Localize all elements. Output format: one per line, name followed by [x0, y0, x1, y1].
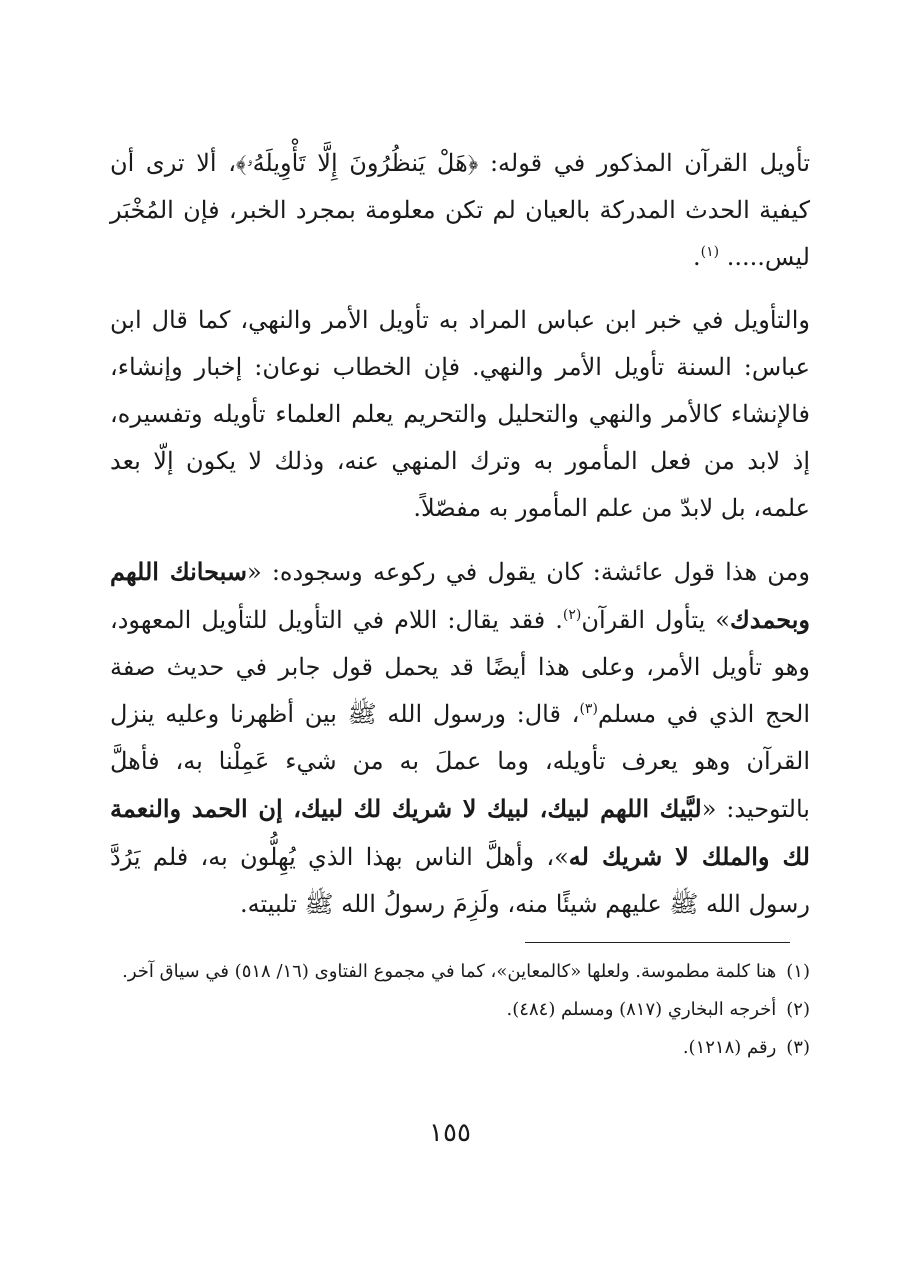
footnote-text: رقم (١٢١٨). [682, 1037, 777, 1058]
footnote-3 [110, 1031, 810, 1065]
paragraph-text: . [692, 243, 701, 271]
paragraph-text: تأويل القرآن المذكور في قوله: ﴿هَلْ يَنظُرُونَ إِلَّا تَأْوِيلَهُۥ﴾، ألا ترى أن كيفية الحدث المدركة بالعيان لم تكن معلومة بمجرد الخبر، فإن المُخْبَر ليس..... [110, 149, 810, 271]
main-text [110, 140, 810, 944]
paragraph-text: » يتأول القرآن [581, 606, 730, 634]
footnote-number: (٣) [786, 1037, 810, 1058]
footnote-2 [110, 993, 810, 1027]
paragraph-1 [110, 140, 810, 281]
footnote-number: (٢) [786, 999, 810, 1020]
footnote-1 [110, 955, 810, 989]
bold-quote: سبحانك اللهم وبحمدك [110, 557, 811, 634]
footnote-ref-3: (٣) [579, 701, 598, 717]
paragraph-3 [110, 548, 810, 928]
footnote-ref-1: (١) [700, 244, 720, 260]
footnote-text: هنا كلمة مطموسة. ولعلها «كالمعاين»، كما في مجموع الفتاوى (١٦/ ٥١٨) في سياق آخر. [122, 961, 777, 982]
footnote-divider [525, 942, 790, 943]
paragraph-text: »، وأهلَّ الناس بهذا الذي يُهِلُّون به، فلم يَرُدَّ رسول الله ﷺ عليهم شيئًا منه، ولَزِمَ رسولُ الله ﷺ تلبيته. [110, 843, 810, 918]
paragraph-text: ومن هذا قول عائشة: كان يقول في ركوعه وسجوده: « [246, 558, 811, 586]
footnote-text: أخرجه البخاري (٨١٧) ومسلم (٤٨٤). [506, 999, 777, 1020]
page-number: ١٥٥ [429, 1118, 471, 1148]
paragraph-2: والتأويل في خبر ابن عباس المراد به تأويل الأمر والنهي، كما قال ابن عباس: السنة تأويل الأمر والنهي. فإن الخطاب نوعان: إخبار وإنشاء، فالإنشاء كالأمر والنهي والتحليل والتحريم يعلم العلماء تأويله وتفسيره، إذ لابد من فعل المأمور به وترك المنهي عنه، وذلك لا يكون إلّا بعد علمه، بل لابدّ من علم المأمور به مفصّلاً. [110, 306, 810, 522]
footnote-number: (١) [786, 961, 810, 982]
paragraph-text: . فقد يقال: اللام في التأويل للتأويل المعهود، وهو تأويل الأمر، وعلى هذا أيضًا قد يحمل قول جابر في حديث صفة الحج الذي في مسلم [110, 606, 811, 728]
bold-talbiya: لبَّيك اللهم لبيك، لبيك لا شريك لك لبيك، إن الحمد والنعمة لك والملك لا شريك له [110, 794, 810, 871]
footnote-ref-2: (٢) [562, 607, 582, 623]
footnotes [110, 955, 810, 1069]
paragraph-text: ، قال: ورسول الله ﷺ بين أظهرنا وعليه ينزل القرآن وهو يعرف تأويله، وما عملَ به من شيء عَمِلْنا به، فأهلَّ بالتوحيد: « [110, 700, 810, 823]
